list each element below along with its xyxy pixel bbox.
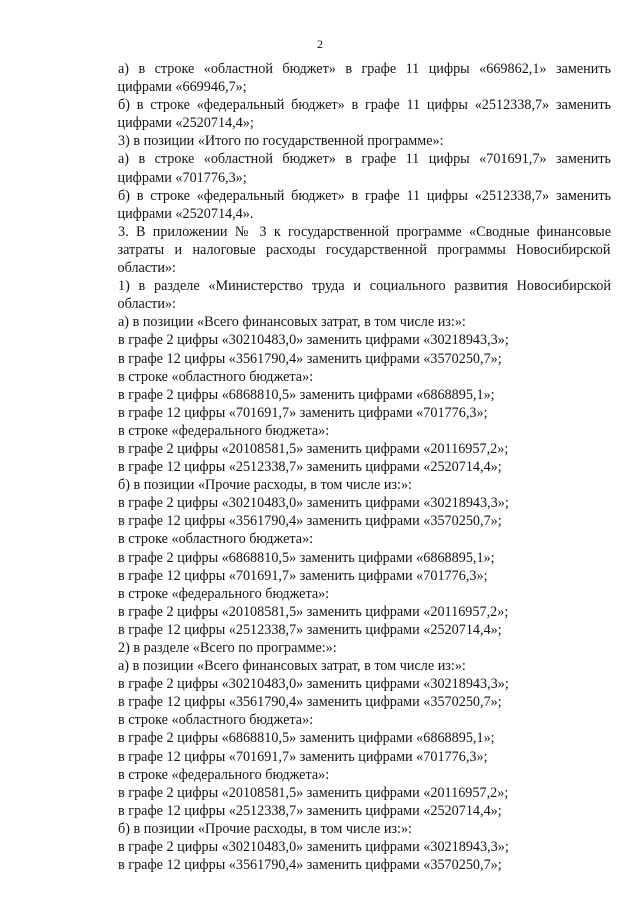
text-line: а) в позиции «Всего финансовых затрат, в том числе из:»: xyxy=(118,314,466,331)
text-line: в строке «областного бюджета»: xyxy=(118,531,314,548)
text-line: затраты и налоговые расходы государственной программы Новосибирской xyxy=(117,241,611,258)
text-line: цифрами «2520714,4»; xyxy=(117,115,254,132)
text-line: цифрами «2520714,4». xyxy=(117,205,254,222)
text-line: б) в строке «федеральный бюджет» в графе 11 цифры «2512338,7» заменить xyxy=(118,97,611,114)
text-line: в графе 12 цифры «2512338,7» заменить цифрами «2520714,4»; xyxy=(118,621,502,638)
text-line: а) в строке «областной бюджет» в графе 11 цифры «669862,1» заменить xyxy=(118,61,611,77)
text-line: в графе 2 цифры «20108581,5» заменить цифрами «20116957,2»; xyxy=(118,784,509,801)
text-line: цифрами «701776,3»; xyxy=(117,169,247,186)
text-line: в графе 2 цифры «30210483,0» заменить цифрами «30218943,3»; xyxy=(118,495,509,512)
text-line: области»: xyxy=(117,260,176,277)
text-line: в графе 12 цифры «3561790,4» заменить цифрами «3570250,7»; xyxy=(118,513,502,530)
text-line: в графе 12 цифры «701691,7» заменить цифрами «701776,3»; xyxy=(118,748,488,765)
text-line: в графе 2 цифры «30210483,0» заменить цифрами «30218943,3»; xyxy=(118,332,509,349)
text-line: 1) в разделе «Министерство труда и социального развития Новосибирской xyxy=(118,278,611,295)
text-line: б) в позиции «Прочие расходы, в том числе из:»: xyxy=(118,820,412,837)
text-line: в графе 12 цифры «3561790,4» заменить цифрами «3570250,7»; xyxy=(118,694,502,711)
text-line: в графе 12 цифры «701691,7» заменить цифрами «701776,3»; xyxy=(118,404,488,421)
text-line: в графе 2 цифры «6868810,5» заменить цифрами «6868895,1»; xyxy=(118,386,495,403)
text-line: в строке «федерального бюджета»: xyxy=(118,766,330,783)
text-line: в графе 2 цифры «20108581,5» заменить цифрами «20116957,2»; xyxy=(118,603,509,620)
text-line: в графе 12 цифры «3561790,4» заменить цифрами «3570250,7»; xyxy=(118,857,502,874)
text-line: 2) в разделе «Всего по программе:»: xyxy=(118,640,337,656)
text-line: 3. В приложении № 3 к государственной программе «Сводные финансовые xyxy=(118,223,611,240)
text-line: в строке «федерального бюджета»: xyxy=(118,422,330,439)
text-line: в графе 2 цифры «30210483,0» заменить цифрами «30218943,3»; xyxy=(118,839,509,856)
text-line: в строке «федерального бюджета»: xyxy=(118,585,330,602)
text-line: области»: xyxy=(117,296,176,313)
text-line: а) в позиции «Всего финансовых затрат, в том числе из:»: xyxy=(118,658,466,675)
text-line: цифрами «669946,7»; xyxy=(117,79,247,96)
text-line: б) в позиции «Прочие расходы, в том числе из:»: xyxy=(118,477,412,494)
text-line: а) в строке «областной бюджет» в графе 11 цифры «701691,7» заменить xyxy=(118,151,611,168)
text-line: б) в строке «федеральный бюджет» в графе 11 цифры «2512338,7» заменить xyxy=(118,187,611,204)
text-line: в графе 12 цифры «3561790,4» заменить цифрами «3570250,7»; xyxy=(118,350,502,367)
document-body xyxy=(118,60,611,874)
text-line: в графе 12 цифры «2512338,7» заменить цифрами «2520714,4»; xyxy=(118,802,502,819)
text-line: в графе 2 цифры «20108581,5» заменить цифрами «20116957,2»; xyxy=(118,440,509,457)
text-line: 3) в позиции «Итого по государственной программе»: xyxy=(118,133,444,150)
text-line: в строке «областного бюджета»: xyxy=(118,712,314,729)
text-line: в строке «областного бюджета»: xyxy=(118,368,314,385)
text-line: в графе 12 цифры «701691,7» заменить цифрами «701776,3»; xyxy=(118,567,488,584)
text-line: в графе 12 цифры «2512338,7» заменить цифрами «2520714,4»; xyxy=(118,459,502,476)
page-number: 2 xyxy=(317,37,323,51)
text-line: в графе 2 цифры «30210483,0» заменить цифрами «30218943,3»; xyxy=(118,676,509,693)
text-line: в графе 2 цифры «6868810,5» заменить цифрами «6868895,1»; xyxy=(118,549,495,566)
text-line: в графе 2 цифры «6868810,5» заменить цифрами «6868895,1»; xyxy=(118,730,495,747)
